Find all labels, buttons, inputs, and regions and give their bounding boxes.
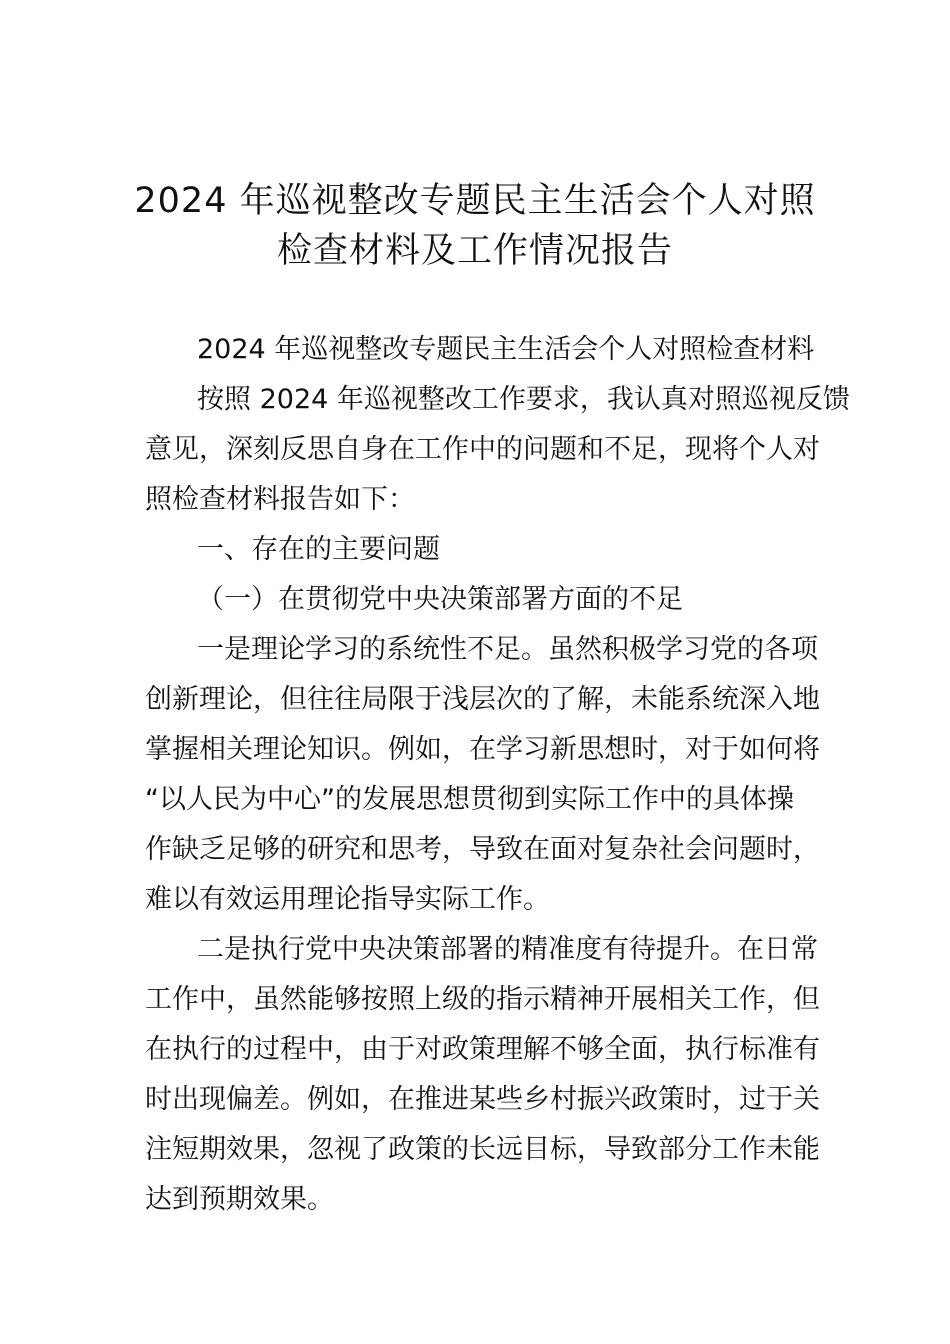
subsection-heading: （一）在贯彻党中央决策部署方面的不足 (197, 584, 683, 615)
intro-line-3: 照检查材料报告如下： (145, 484, 415, 515)
document-title-line-2: 检查材料及工作情况报告 (276, 231, 673, 271)
intro-line-2: 意见，深刻反思自身在工作中的问题和不足，现将个人对 (145, 434, 820, 465)
point-1-line-1: 一是理论学习的系统性不足。虽然积极学习党的各项 (197, 634, 818, 665)
point-1-line-4: “以人民为中心”的发展思想贯彻到实际工作中的具体操 (145, 784, 794, 815)
point-1-line-3: 掌握相关理论知识。例如，在学习新思想时，对于如何将 (145, 734, 820, 765)
document-title-line-1: 2024 年巡视整改专题民主生活会个人对照 (134, 181, 816, 221)
point-2-line-1: 二是执行党中央决策部署的精准度有待提升。在日常 (197, 934, 818, 965)
point-1-line-2: 创新理论，但往往局限于浅层次的了解，未能系统深入地 (145, 684, 820, 715)
intro-line-1: 按照 2024 年巡视整改工作要求，我认真对照巡视反馈 (197, 384, 850, 415)
point-2-line-6: 达到预期效果。 (145, 1184, 334, 1215)
point-2-line-5: 注短期效果，忽视了政策的长远目标，导致部分工作未能 (145, 1134, 820, 1165)
point-1-line-5: 作缺乏足够的研究和思考，导致在面对复杂社会问题时， (145, 834, 820, 865)
point-2-line-3: 在执行的过程中，由于对政策理解不够全面，执行标准有 (145, 1034, 820, 1065)
section-heading: 一、存在的主要问题 (197, 534, 440, 565)
point-2-line-4: 时出现偏差。例如，在推进某些乡村振兴政策时，过于关 (145, 1084, 820, 1115)
subtitle: 2024 年巡视整改专题民主生活会个人对照检查材料 (197, 334, 815, 365)
point-2-line-2: 工作中，虽然能够按照上级的指示精神开展相关工作，但 (145, 984, 820, 1015)
point-1-line-6: 难以有效运用理论指导实际工作。 (145, 884, 550, 915)
